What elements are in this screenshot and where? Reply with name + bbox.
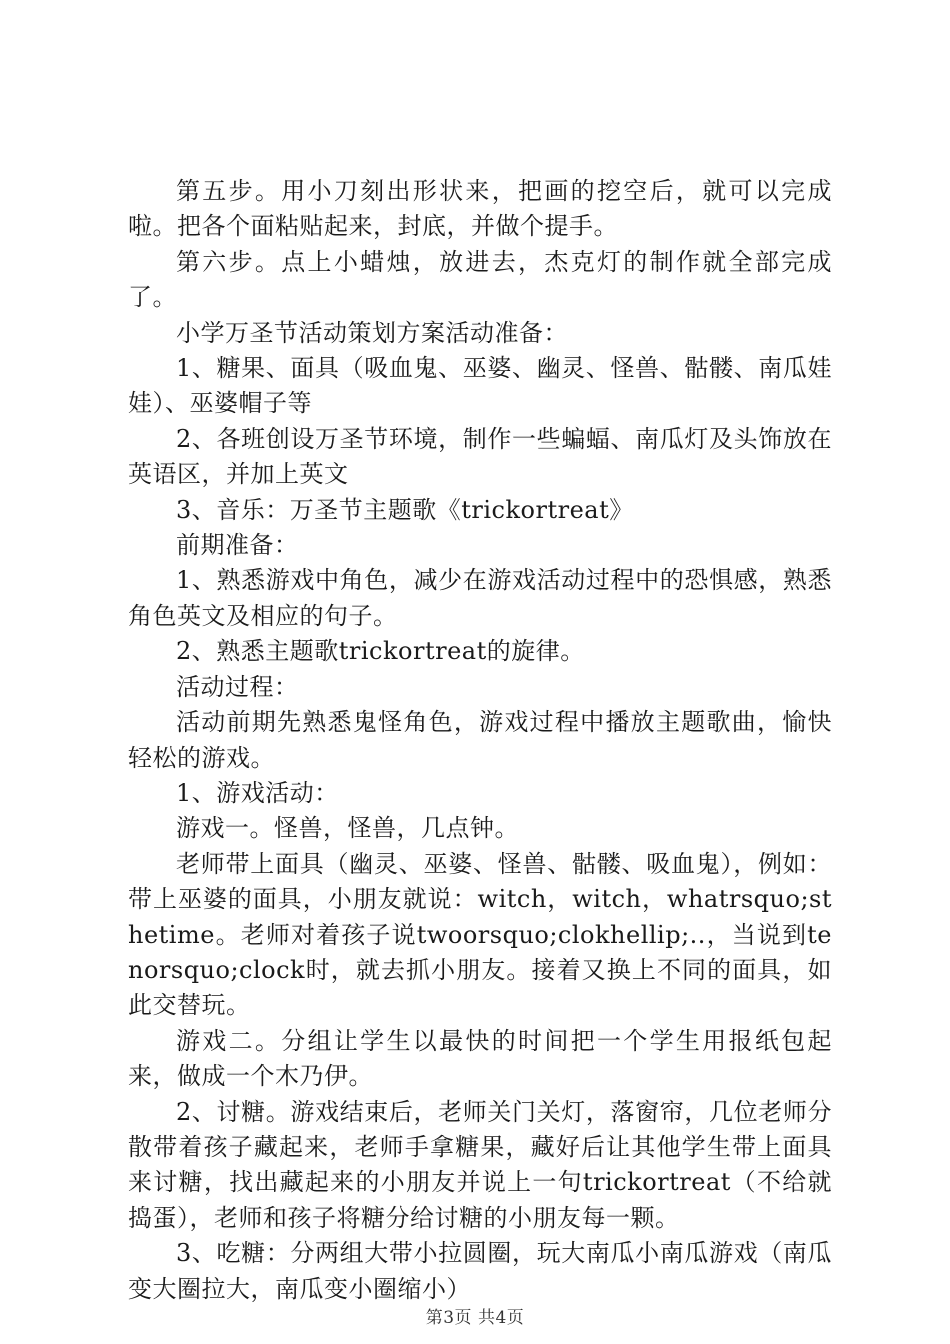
paragraph-prep-item-1: 1、糖果、面具（吸血鬼、巫婆、幽灵、怪兽、骷髅、南瓜娃娃）、巫婆帽子等 (128, 354, 832, 418)
paragraph-step-six: 第六步。点上小蜡烛，放进去，杰克灯的制作就全部完成了。 (128, 247, 832, 312)
paragraph-game-one: 游戏一。怪兽，怪兽，几点钟。 (176, 814, 519, 843)
paragraph-candy-eat: 3、吃糖：分两组大带小拉圆圈，玩大南瓜小南瓜游戏（南瓜变大圈拉大，南瓜变小圈缩小） (128, 1239, 832, 1303)
paragraph-process-intro: 活动前期先熟悉鬼怪角色，游戏过程中播放主题歌曲，愉快轻松的游戏。 (128, 708, 832, 772)
paragraph-game-activity: 1、游戏活动： (176, 778, 339, 807)
paragraph-prep-item-3: 3、音乐：万圣节主题歌《trickortreat》 (176, 495, 634, 524)
paragraph-step-five: 第五步。用小刀刻出形状来，把画的挖空后，就可以完成啦。把各个面粘贴起来，封底，并做个提手。 (128, 177, 832, 241)
paragraph-prep-item-2: 2、各班创设万圣节环境，制作一些蝙蝠、南瓜灯及头饰放在英语区，并加上英文 (128, 424, 832, 489)
paragraph-early-prep-1: 1、熟悉游戏中角色，减少在游戏活动过程中的恐惧感，熟悉角色英文及相应的句子。 (128, 566, 832, 630)
paragraph-process-heading: 活动过程： (176, 672, 299, 701)
paragraph-plan-heading: 小学万圣节活动策划方案活动准备： (176, 318, 568, 347)
paragraph-game-one-detail: 老师带上面具（幽灵、巫婆、怪兽、骷髅、吸血鬼），例如：带上巫婆的面具，小朋友就说：witch，witch，whatrsquo;sthetime。老师对着孩子说twoorsquo;clokhellip;..，当说到tenorsquo;clock时，就去抓小朋友。接着又换上不同的面具，如此交替玩。 (128, 849, 832, 1020)
document-body (128, 174, 832, 1307)
page-number-footer: 第3页 共4页 (425, 1308, 525, 1328)
paragraph-early-prep-2: 2、熟悉主题歌trickortreat的旋律。 (176, 637, 585, 666)
paragraph-early-prep-heading: 前期准备： (176, 531, 299, 560)
paragraph-candy-ask: 2、讨糖。游戏结束后，老师关门关灯，落窗帘，几位老师分散带着孩子藏起来，老师手拿糖果，藏好后让其他学生带上面具来讨糖，找出藏起来的小朋友并说上一句trickortreat（不给就捣蛋），老师和孩子将糖分给讨糖的小朋友每一颗。 (128, 1097, 832, 1232)
paragraph-game-two: 游戏二。分组让学生以最快的时间把一个学生用报纸包起来，做成一个木乃伊。 (128, 1026, 832, 1091)
